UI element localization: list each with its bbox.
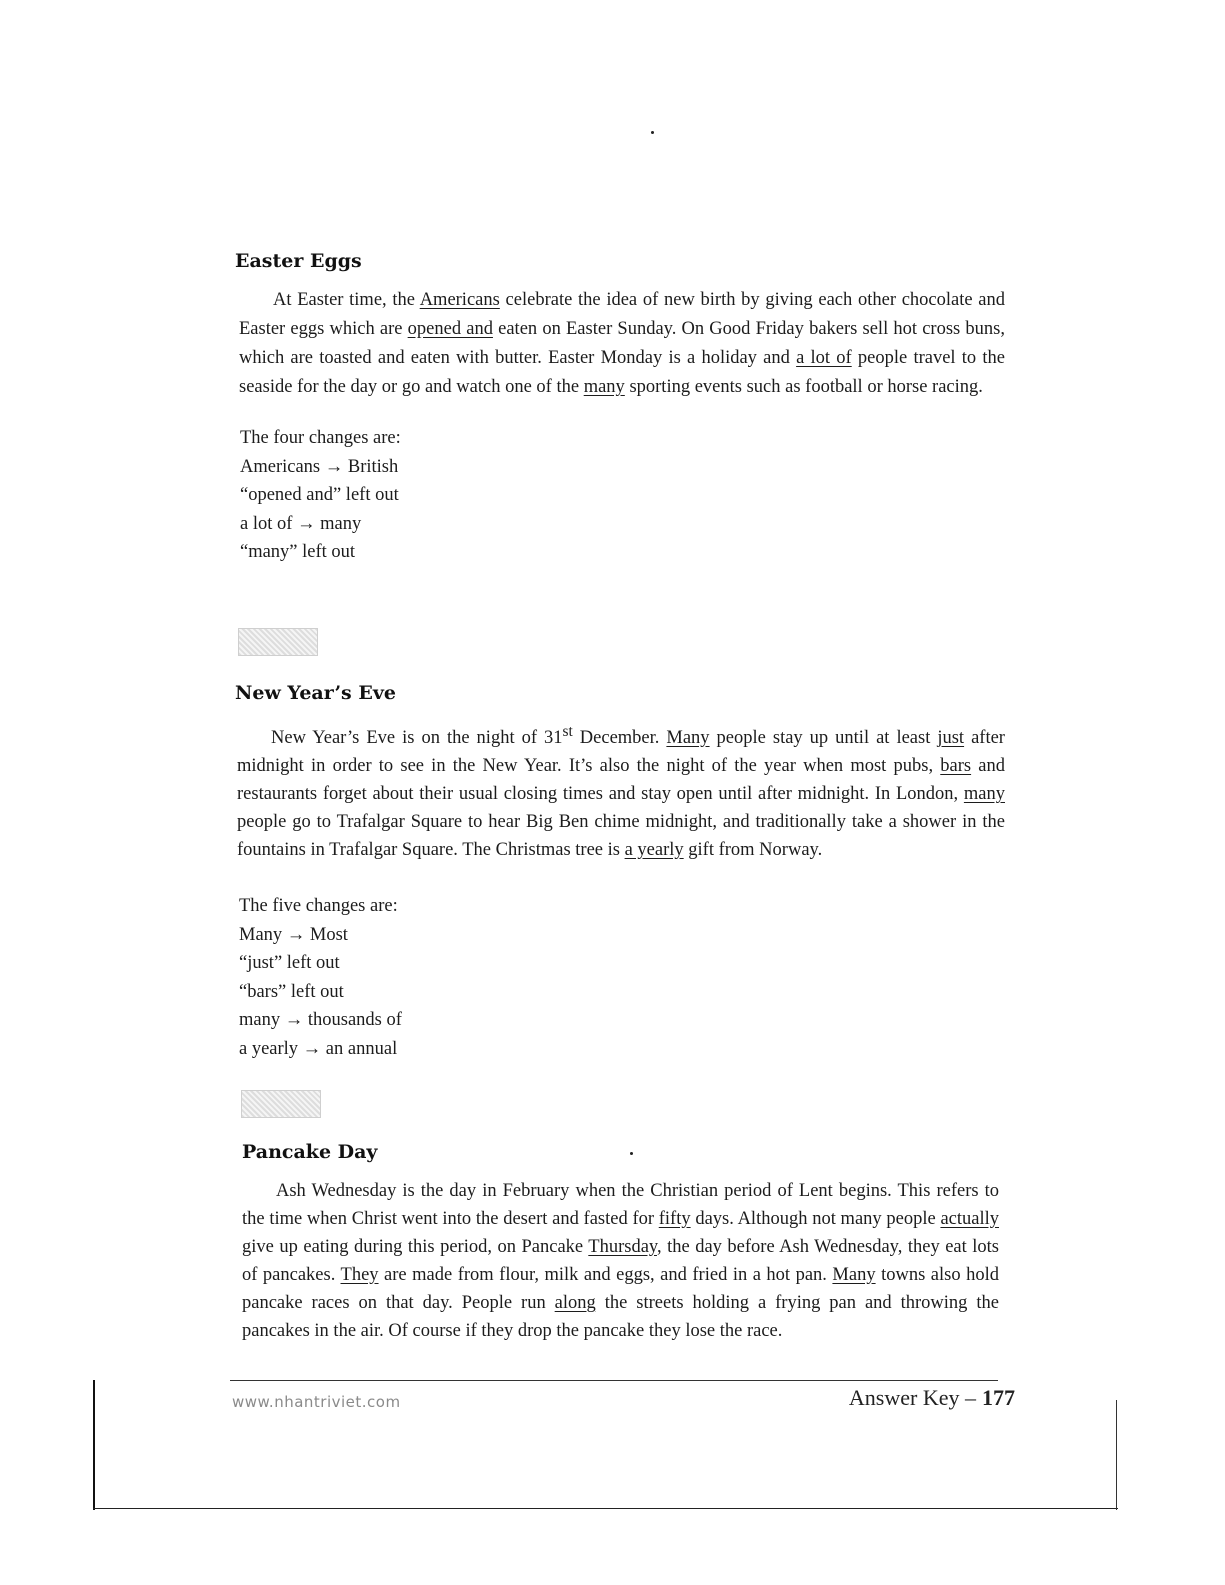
text-run: the streets holding a frying pan and throwing the pancakes in the air. Of course if they drop the pancake they lose the race. bbox=[242, 1293, 999, 1341]
text-run: people go to Trafalgar Square to hear Big Ben chime midnight, and traditionally take a shower in the fountains in Trafalgar Square. The Christmas tree is bbox=[237, 812, 1005, 861]
text-run: towns also hold pancake races on that day. People run bbox=[242, 1265, 999, 1313]
underlined-word: fifty bbox=[658, 1209, 691, 1229]
underlined-word: They bbox=[340, 1265, 379, 1285]
underlined-word: Americans bbox=[419, 290, 500, 310]
section-ornament bbox=[241, 1090, 321, 1118]
underlined-word: Many bbox=[666, 728, 710, 749]
changes-list bbox=[240, 424, 1005, 567]
section-new-years-eve bbox=[235, 682, 1005, 1063]
answer-key-label: Answer Key – bbox=[848, 1385, 976, 1410]
underlined-word: bars bbox=[940, 756, 972, 777]
scan-frame-left bbox=[93, 1380, 95, 1510]
section-title: Easter Eggs bbox=[235, 250, 362, 272]
section-pancake-day bbox=[242, 1141, 999, 1345]
section-title: Pancake Day bbox=[242, 1141, 378, 1163]
text-run: days. Although not many people bbox=[690, 1209, 941, 1229]
superscript: st bbox=[562, 723, 573, 740]
underlined-word: just bbox=[937, 728, 965, 749]
change-item: Many → Most bbox=[239, 924, 348, 945]
underlined-word: a yearly bbox=[624, 840, 684, 861]
scan-frame-right bbox=[1116, 1400, 1117, 1510]
text-run: give up eating during this period, on Pancake bbox=[242, 1237, 589, 1257]
change-item: a yearly → an annual bbox=[239, 1038, 398, 1059]
changes-intro: The four changes are: bbox=[240, 428, 401, 448]
underlined-word: Thursday bbox=[588, 1237, 657, 1257]
change-item: many → thousands of bbox=[239, 1010, 402, 1031]
underlined-word: opened and bbox=[407, 319, 493, 339]
page-number: 177 bbox=[982, 1385, 1015, 1410]
text-run: Ash Wednesday is the day in February when the Christian period of Lent begins. This refers to the time when Christ went into the desert and fasted for bbox=[242, 1181, 999, 1229]
footer-rule bbox=[230, 1380, 998, 1381]
change-item: “bars” left out bbox=[239, 981, 344, 1002]
change-item: “opened and” left out bbox=[240, 485, 399, 505]
section-easter-eggs bbox=[235, 250, 1005, 567]
change-item: “just” left out bbox=[239, 953, 340, 974]
text-run: celebrate the idea of new birth by giving each other chocolate and Easter eggs which are bbox=[239, 290, 1006, 339]
section-paragraph bbox=[242, 1177, 999, 1345]
text-run: are made from flour, milk and eggs, and fried in a hot pan. bbox=[378, 1265, 833, 1285]
text-run: sporting events such as football or horse racing. bbox=[624, 377, 983, 397]
change-item: Americans → British bbox=[240, 456, 399, 477]
section-ornament bbox=[238, 628, 318, 656]
changes-list bbox=[239, 892, 1005, 1063]
text-run: December. bbox=[572, 728, 667, 749]
underlined-word: a lot of bbox=[796, 348, 852, 368]
underlined-word: along bbox=[554, 1293, 596, 1313]
text-run: gift from Norway. bbox=[683, 840, 823, 861]
section-paragraph bbox=[239, 286, 1005, 402]
change-item: a lot of → many bbox=[240, 513, 362, 534]
text-run: eaten on Easter Sunday. On Good Friday bakers sell hot cross buns, which are toasted and eaten with butter. Easter Monday is a holiday and bbox=[239, 319, 1005, 368]
text-run: people stay up until at least bbox=[709, 728, 938, 749]
underlined-word: Many bbox=[832, 1265, 876, 1285]
section-title: New Year’s Eve bbox=[235, 682, 396, 704]
underlined-word: actually bbox=[940, 1209, 999, 1229]
speck bbox=[651, 131, 654, 134]
text-run: New Year’s Eve is on the night of 31 bbox=[271, 728, 563, 749]
text-run: after midnight in order to see in the New Year. It’s also the night of the year when most pubs, bbox=[237, 728, 1005, 777]
underlined-word: many bbox=[963, 784, 1005, 805]
scan-frame-bottom bbox=[93, 1508, 1118, 1509]
text-run: At Easter time, the bbox=[273, 290, 420, 310]
change-item: “many” left out bbox=[240, 542, 356, 562]
text-run: , the day before Ash Wednesday, they eat lots of pancakes. bbox=[242, 1237, 999, 1285]
changes-intro: The five changes are: bbox=[239, 896, 398, 917]
text-run: and restaurants forget about their usual closing times and stay open until after midnight. In London, bbox=[237, 756, 1005, 805]
footer-page-label bbox=[849, 1385, 1015, 1411]
text-run: people travel to the seaside for the day or go and watch one of the bbox=[239, 348, 1006, 397]
underlined-word: many bbox=[583, 377, 625, 397]
footer-url: www.nhantriviet.com bbox=[232, 1393, 401, 1411]
section-paragraph bbox=[237, 718, 1005, 864]
